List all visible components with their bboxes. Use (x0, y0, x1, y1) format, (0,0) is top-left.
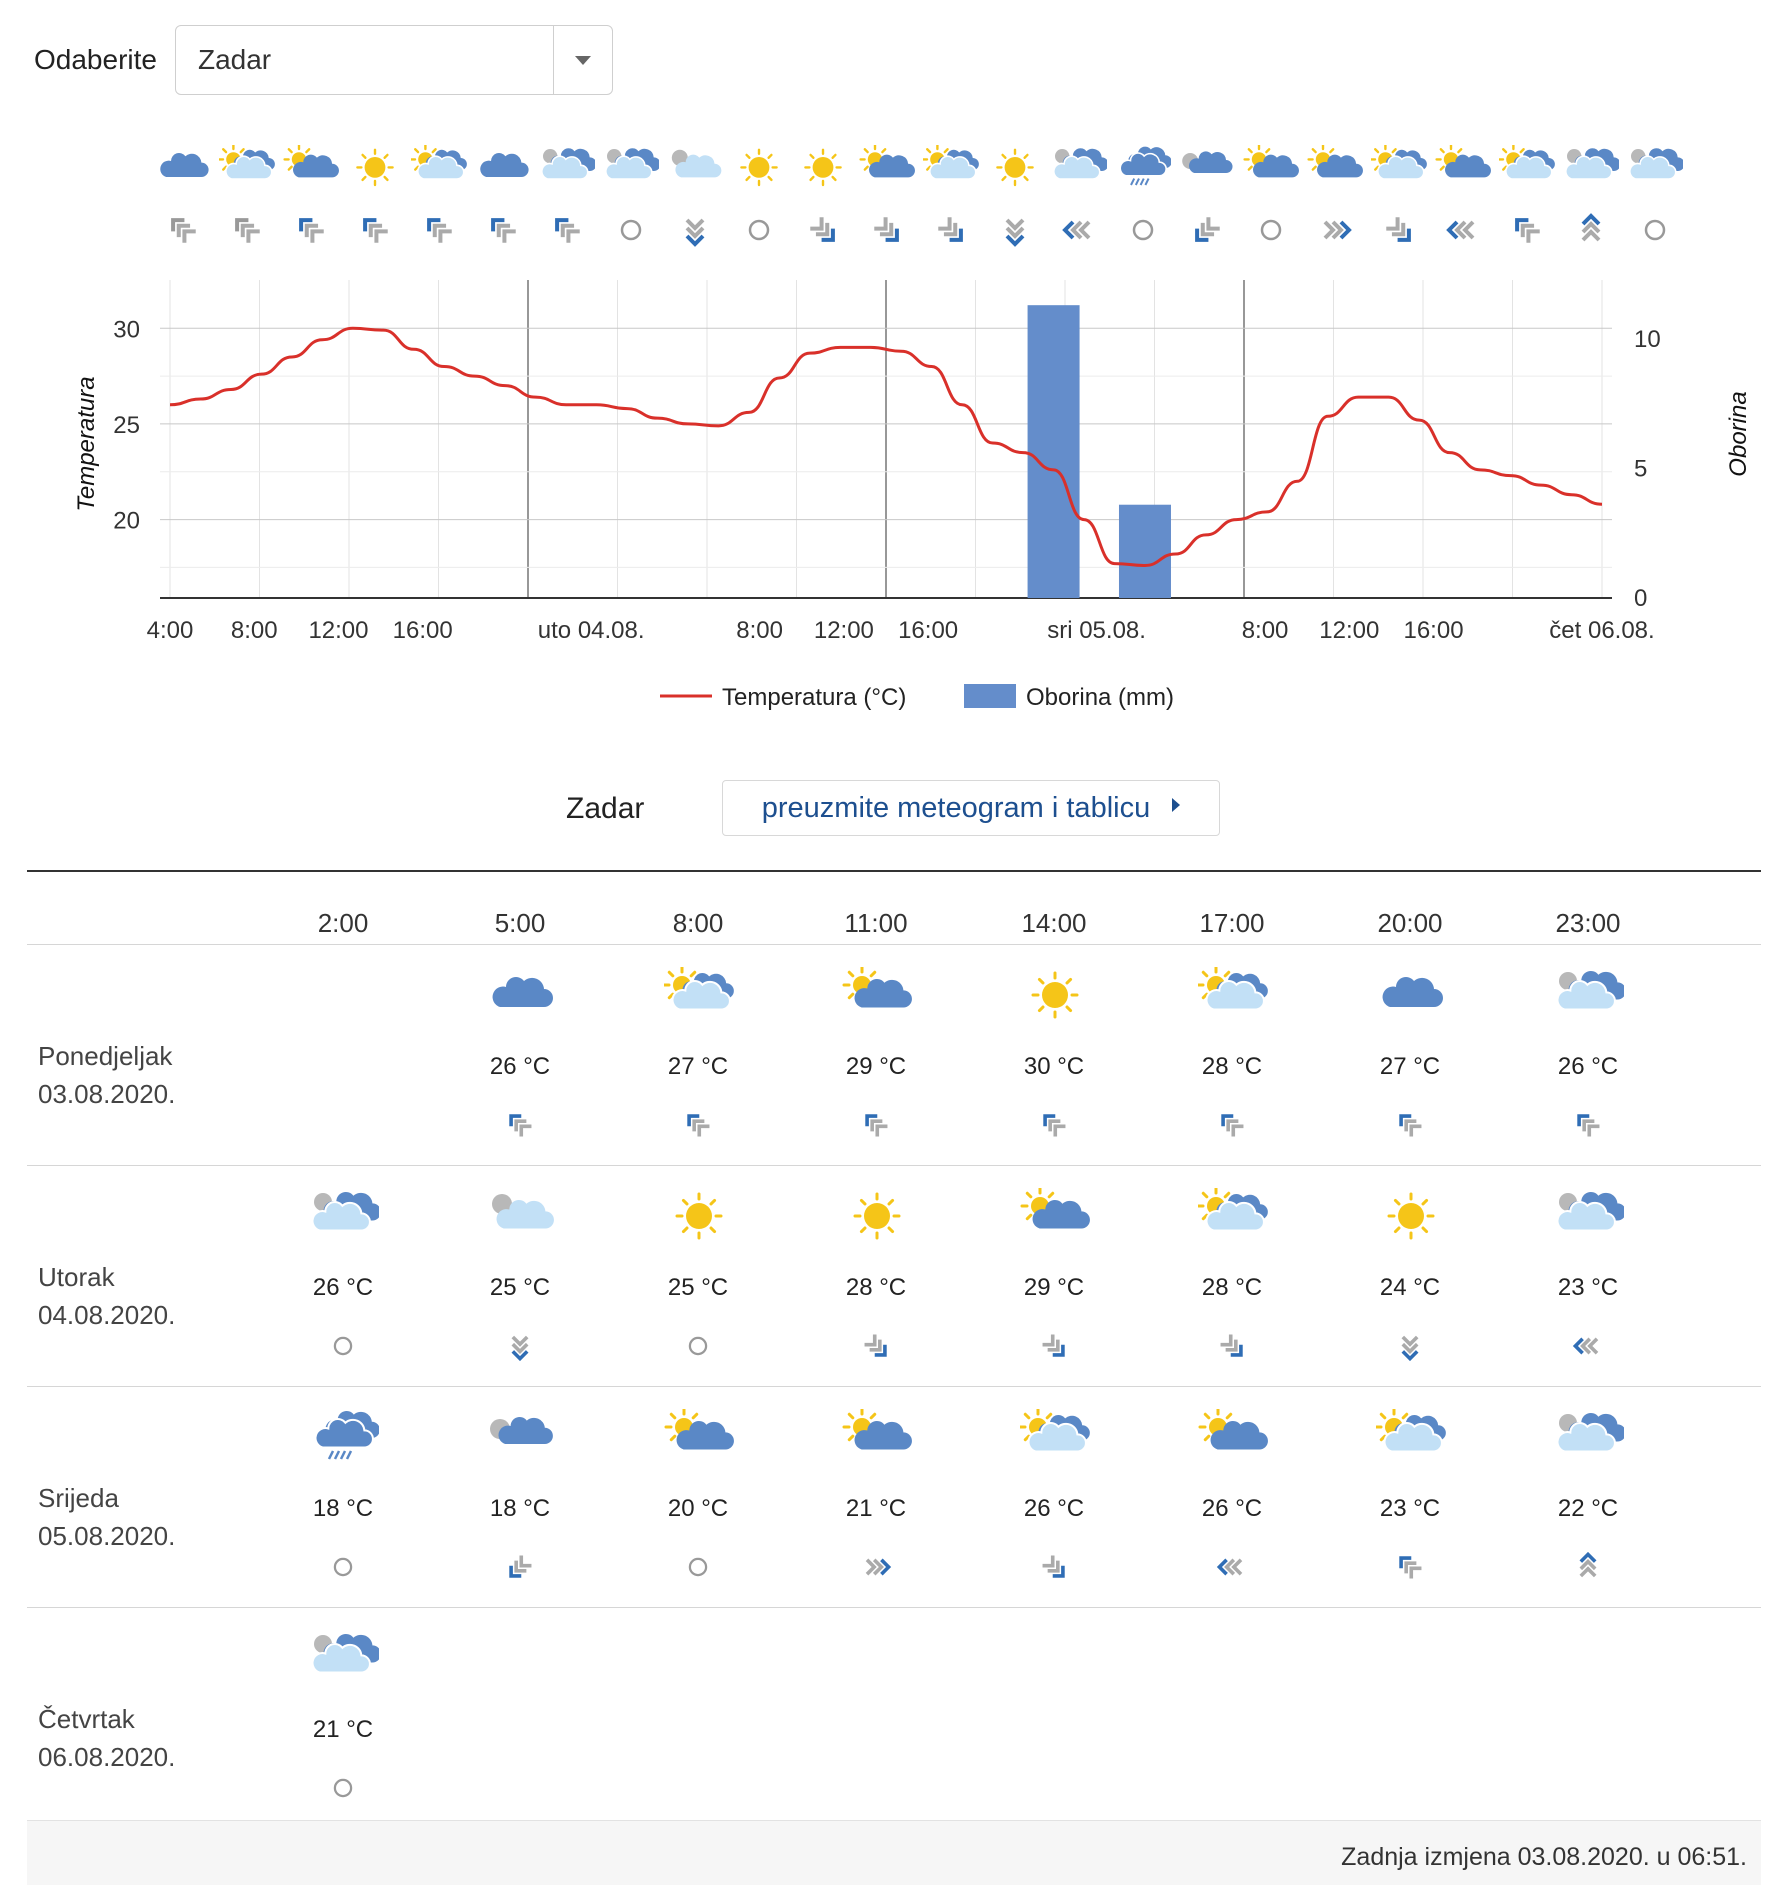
forecast-cell (1528, 1166, 1648, 1386)
forecast-table (27, 870, 1761, 1829)
sun-cloud-weather-icon (1428, 145, 1498, 195)
sun-cloud-weather-icon (1198, 1409, 1268, 1470)
night-rain-weather-icon (486, 1409, 556, 1470)
forecast-cell (638, 945, 758, 1165)
wind-nw-gray-icon (148, 210, 218, 255)
forecast-cell (638, 1387, 758, 1607)
cloud-light-weather-icon (1554, 967, 1624, 1028)
wind-calm-icon (680, 1328, 716, 1369)
cloud-light-weather-icon (1044, 145, 1114, 195)
precip-bar (1028, 305, 1080, 598)
forecast-cell (1350, 1387, 1470, 1607)
location-select-value: Zadar (197, 44, 272, 75)
sun-cloud-weather-icon (1236, 145, 1306, 195)
day-row (27, 945, 1761, 1166)
forecast-header (0, 780, 1788, 836)
wind-sw-icon (1172, 210, 1242, 255)
cloud-light-weather-icon (532, 145, 602, 195)
wind-calm-icon (1108, 210, 1178, 255)
wind-nw-icon (340, 210, 410, 255)
day-name: Utorak (38, 1262, 115, 1292)
wind-s-icon (660, 210, 730, 255)
sun-cloud-light-weather-icon (1376, 1409, 1446, 1470)
legend-temperature-label: Temperatura (°C) (722, 684, 907, 711)
sun-cloud-light-weather-icon (916, 145, 986, 195)
wind-nw-icon (858, 1107, 894, 1148)
temperature-value: 26 °C (312, 1274, 374, 1301)
wind-n-icon (1556, 210, 1626, 255)
day-date: 05.08.2020. (38, 1521, 176, 1551)
temperature-value: 23 °C (1557, 1274, 1619, 1301)
cloud-weather-icon (486, 967, 556, 1028)
temperature-value: 18 °C (312, 1495, 374, 1522)
wind-calm-icon (325, 1549, 361, 1590)
wind-calm-icon (680, 1549, 716, 1590)
sun-weather-icon (842, 1188, 912, 1249)
temperature-value: 18 °C (489, 1495, 551, 1522)
day-row (27, 1166, 1761, 1387)
x-tick-label: uto 04.08. (537, 617, 645, 644)
forecast-cell (816, 1166, 936, 1386)
wind-s-icon (980, 210, 1050, 255)
x-tick-label: 12:00 (308, 617, 369, 644)
wind-w-icon (1044, 210, 1114, 255)
day-row (27, 1608, 1761, 1829)
temperature-value: 27 °C (1379, 1053, 1441, 1080)
precip-bar (1119, 505, 1171, 598)
sun-cloud-light-weather-icon (1020, 1409, 1090, 1470)
cloud-light-weather-icon (1554, 1409, 1624, 1470)
wind-w-icon (1570, 1328, 1606, 1369)
time-header-cell: 11:00 (844, 908, 908, 938)
wind-e-icon (858, 1549, 894, 1590)
cloud-weather-icon (1376, 967, 1446, 1028)
location-select-label: Odaberite (34, 44, 157, 75)
last-updated-text: Zadnja izmjena 03.08.2020. u 06:51. (1341, 1843, 1747, 1871)
cloud-light-weather-icon (1620, 145, 1690, 195)
x-tick-label: 16:00 (392, 617, 453, 644)
x-tick-label: 12:00 (813, 617, 874, 644)
sun-cloud-light-weather-icon (664, 967, 734, 1028)
temperature-value: 26 °C (489, 1053, 551, 1080)
wind-se-icon (788, 210, 858, 255)
forecast-cell (994, 1387, 1114, 1607)
day-label (38, 1479, 175, 1555)
night-rain-weather-icon (1172, 145, 1242, 195)
wind-se-icon (852, 210, 922, 255)
x-tick-label: 12:00 (1319, 617, 1380, 644)
y-axis-label: Temperatura (73, 376, 100, 512)
sun-weather-icon (788, 145, 858, 195)
wind-se-icon (916, 210, 986, 255)
x-tick-label: 4:00 (146, 617, 194, 644)
temperature-value: 30 °C (1023, 1053, 1085, 1080)
time-header-cell: 23:00 (1555, 908, 1621, 938)
sun-cloud-weather-icon (664, 1409, 734, 1470)
sun-weather-icon (340, 145, 410, 195)
wind-calm-icon (724, 210, 794, 255)
sun-cloud-weather-icon (842, 1409, 912, 1470)
day-label (38, 1258, 175, 1334)
time-header-cell: 2:00 (317, 908, 369, 938)
forecast-cell (816, 1387, 936, 1607)
time-header-row (27, 872, 1761, 945)
forecast-location-name: Zadar (566, 792, 645, 825)
night-cloud-weather-icon (660, 145, 730, 195)
temperature-value: 28 °C (1201, 1053, 1263, 1080)
forecast-cell (1172, 1166, 1292, 1386)
wind-calm-icon (1236, 210, 1306, 255)
time-header-cell: 8:00 (672, 908, 724, 938)
temperature-value: 26 °C (1023, 1495, 1085, 1522)
forecast-cell (283, 1608, 403, 1828)
y-tick-label: 20 (113, 507, 140, 535)
legend-precip-label: Oborina (mm) (1026, 684, 1175, 711)
temperature-value: 28 °C (845, 1274, 907, 1301)
temperature-value: 27 °C (667, 1053, 729, 1080)
rain-cloud-weather-icon (1108, 145, 1178, 195)
temperature-value: 29 °C (1023, 1274, 1085, 1301)
cloud-light-weather-icon (1554, 1188, 1624, 1249)
cloud-weather-icon (148, 145, 218, 195)
legend-precip-swatch (964, 684, 1016, 708)
forecast-cell (1528, 945, 1648, 1165)
wind-nw-icon (1570, 1107, 1606, 1148)
temperature-value: 26 °C (1201, 1495, 1263, 1522)
sun-weather-icon (664, 1188, 734, 1249)
temperature-value: 20 °C (667, 1495, 729, 1522)
wind-w-icon (1428, 210, 1498, 255)
x-tick-label: čet 06.08. (1549, 617, 1655, 644)
wind-nw-icon (532, 210, 602, 255)
download-meteogram-label: preuzmite meteogram i tablicu (761, 791, 1151, 824)
y2-axis-label: Oborina (1725, 391, 1752, 477)
wind-nw-icon (468, 210, 538, 255)
wind-se-icon (1214, 1328, 1250, 1369)
wind-se-icon (1364, 210, 1434, 255)
sun-cloud-weather-icon (1020, 1188, 1090, 1249)
time-header-cell: 14:00 (1021, 908, 1087, 938)
wind-nw-icon (680, 1107, 716, 1148)
forecast-cell (1172, 945, 1292, 1165)
temperature-value: 21 °C (312, 1716, 374, 1743)
forecast-cell (283, 1166, 403, 1386)
meteogram-chart (0, 260, 1788, 730)
forecast-cell (1350, 945, 1470, 1165)
location-selector-bar (34, 24, 613, 96)
sun-weather-icon (1376, 1188, 1446, 1249)
temperature-value: 21 °C (845, 1495, 907, 1522)
x-tick-label: 16:00 (898, 617, 959, 644)
sun-cloud-weather-icon (276, 145, 346, 195)
wind-s-icon (502, 1328, 538, 1369)
y2-tick-label: 5 (1634, 455, 1648, 483)
x-tick-label: 8:00 (736, 617, 784, 644)
x-tick-label: sri 05.08. (1047, 617, 1146, 644)
temperature-value: 28 °C (1201, 1274, 1263, 1301)
y-tick-label: 30 (113, 316, 140, 344)
footer (27, 1820, 1761, 1885)
y2-tick-label: 10 (1634, 325, 1661, 353)
wind-s-icon (1392, 1328, 1428, 1369)
sun-cloud-light-weather-icon (404, 145, 474, 195)
wind-nw-icon (404, 210, 474, 255)
cloud-weather-icon (468, 145, 538, 195)
rain-cloud-weather-icon (309, 1409, 379, 1470)
temperature-value: 25 °C (667, 1274, 729, 1301)
day-row (27, 1387, 1761, 1608)
forecast-cell (1172, 1387, 1292, 1607)
forecast-cell (1350, 1166, 1470, 1386)
time-header-cell: 5:00 (494, 908, 546, 938)
time-header-cell: 17:00 (1199, 908, 1265, 938)
wind-nw-icon (1492, 210, 1562, 255)
sun-cloud-light-weather-icon (1492, 145, 1562, 195)
wind-nw-icon (276, 210, 346, 255)
wind-calm-icon (596, 210, 666, 255)
forecast-cell (460, 1166, 580, 1386)
sun-cloud-weather-icon (842, 967, 912, 1028)
day-date: 03.08.2020. (38, 1079, 176, 1109)
day-label (38, 1037, 175, 1113)
sun-weather-icon (980, 145, 1050, 195)
download-meteogram-button[interactable] (722, 780, 1220, 836)
wind-se-icon (1036, 1549, 1072, 1590)
wind-calm-icon (325, 1328, 361, 1369)
x-tick-label: 8:00 (230, 617, 278, 644)
location-select[interactable] (175, 25, 613, 95)
cloud-light-weather-icon (309, 1630, 379, 1691)
y-tick-label: 25 (113, 411, 140, 439)
wind-w-icon (1214, 1549, 1250, 1590)
sun-cloud-light-weather-icon (1198, 1188, 1268, 1249)
forecast-cell (1528, 1387, 1648, 1607)
wind-se-icon (858, 1328, 894, 1369)
sun-cloud-weather-icon (852, 145, 922, 195)
forecast-cell (994, 1166, 1114, 1386)
wind-calm-icon (1620, 210, 1690, 255)
day-name: Srijeda (38, 1483, 119, 1513)
day-date: 06.08.2020. (38, 1742, 176, 1772)
forecast-cell (638, 1166, 758, 1386)
sun-cloud-light-weather-icon (1198, 967, 1268, 1028)
sun-weather-icon (1020, 967, 1090, 1028)
forecast-cell (283, 1387, 403, 1607)
wind-nw-icon (502, 1107, 538, 1148)
sun-cloud-light-weather-icon (1364, 145, 1434, 195)
sun-cloud-weather-icon (1300, 145, 1370, 195)
y2-tick-label: 0 (1634, 585, 1648, 612)
x-tick-label: 8:00 (1241, 617, 1289, 644)
cloud-light-weather-icon (1556, 145, 1626, 195)
wind-nw-gray-icon (212, 210, 282, 255)
cloud-light-weather-icon (596, 145, 666, 195)
temperature-value: 23 °C (1379, 1495, 1441, 1522)
temperature-value: 29 °C (845, 1053, 907, 1080)
forecast-cell (816, 945, 936, 1165)
wind-sw-icon (502, 1549, 538, 1590)
forecast-cell (460, 945, 580, 1165)
night-cloud-weather-icon (486, 1188, 556, 1249)
day-name: Ponedjeljak (38, 1041, 173, 1071)
wind-nw-icon (1036, 1107, 1072, 1148)
temperature-value: 26 °C (1557, 1053, 1619, 1080)
day-date: 04.08.2020. (38, 1300, 176, 1330)
wind-nw-icon (1392, 1107, 1428, 1148)
temperature-value: 22 °C (1557, 1495, 1619, 1522)
chevron-down-icon[interactable] (553, 26, 612, 94)
wind-e-icon (1300, 210, 1370, 255)
wind-calm-icon (325, 1770, 361, 1811)
sun-weather-icon (724, 145, 794, 195)
day-label (38, 1700, 175, 1776)
forecast-cell (460, 1387, 580, 1607)
x-tick-label: 16:00 (1403, 617, 1464, 644)
sun-cloud-light-weather-icon (212, 145, 282, 195)
time-header-cell: 20:00 (1377, 908, 1443, 938)
cloud-light-weather-icon (309, 1188, 379, 1249)
wind-nw-icon (1214, 1107, 1250, 1148)
temperature-value: 25 °C (489, 1274, 551, 1301)
forecast-cell (994, 945, 1114, 1165)
day-name: Četvrtak (38, 1704, 135, 1734)
temperature-value: 24 °C (1379, 1274, 1441, 1301)
wind-se-icon (1036, 1328, 1072, 1369)
caret-right-icon (1172, 798, 1180, 812)
wind-n-icon (1570, 1549, 1606, 1590)
wind-nw-icon (1392, 1549, 1428, 1590)
